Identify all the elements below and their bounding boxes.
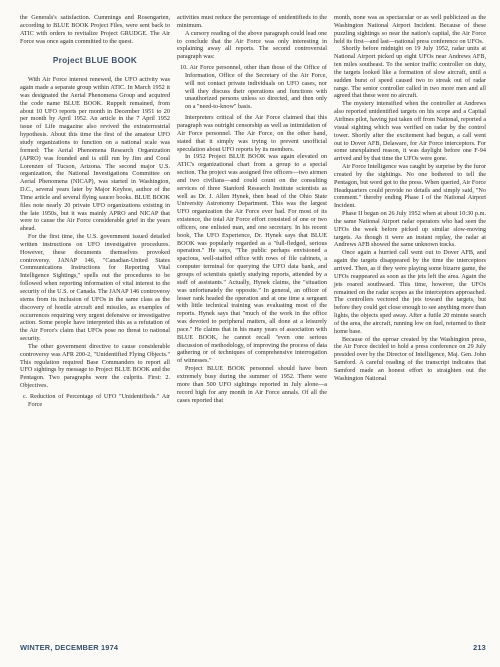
text-column-middle <box>177 14 327 404</box>
paragraph: In 1952 Project BLUE BOOK was again elevated on ATIC's organizational chart from a group to a special section. The project was assigned five officers—two airmen and two civilians—and could count on the consulting services of three Stanford Research Institute scientists as well as Dr. J. Allen Hynek, then head of the Ohio State University Astronomy Department. This was the largest UFO organization the Air Force ever had. For most of its existence, the total Air Force effort consisted of one or two officers, one enlisted man, and one secretary. In his recent book, The UFO Experience, Dr. Hynek says that BLUE BOOK was popularly regarded as a "full-fledged, serious operation." He says, "The public perhaps envisioned a spacious, well-staffed office with rows of file cabinets, a computer terminal for querying the UFO data bank, and groups of scientists quietly studying reports, attended by a staff of assistants." Actually, Hynek claims, the "situation was unfortunately the opposite." In general, an officer of lesser rank headed the operation and at one time a sergeant with little technical training was evaluating most of the reports. Hynek says that "much of the work in the office was devoted to peripheral matters, all done at a leisurely pace." He claims that in his many years of association with BLUE BOOK, he cannot recall "even one serious discussion of methodology, of improving the process of data gathering or of techniques of comprehensive interrogation of witnesses." <box>177 153 327 365</box>
paragraph: The mystery intensified when the controller at Andrews also reported unidentified targets on his scope and a Capital Airlines pilot, having just taken off from National, reported a visual sighting which was verified on radar by the control tower. Shortly after the excitement had begun, a call went out to Dover AFB, Delaware, for Air Force interceptors. For some unexplained reason, it was daylight before one F-94 arrived and by that time the UFOs were gone. <box>334 100 486 163</box>
paragraph: month, none was as spectacular or as well publicized as the Washington National Airport Incident. Because of these puzzling sightings so near the nation's capital, the Air Force held its first—and last—national press conference on UFOs. <box>334 14 486 45</box>
issue-date: WINTER, DECEMBER 1974 <box>20 643 119 652</box>
quoted-regulation: c. Reduction of Percentage of UFO "Unidentifieds." Air Force <box>23 392 170 408</box>
paragraph: Because of the uproar created by the Washington press, the Air Force decided to hold a press conference on 29 July presided over by the Director of Intelligence, Maj. Gen. John Samford. A careful reading of the transcript indicates that Samford made an honest effort to straighten out the Washington National <box>334 335 486 382</box>
paragraph: A cursory reading of the above paragraph could lead one to conclude that the Air Force was only interesting in explaining away all reports. The second controversial paragraph was: <box>177 29 327 61</box>
paragraph: the Generals's satisfaction. Cummings and Rosengarten, according to BLUE BOOK Project Files, were sent back to ATIC with orders to revitalize Project GRUDGE. The Air Force was once again committed to the quest. <box>20 14 170 45</box>
section-heading: Project BLUE BOOK <box>52 56 138 66</box>
quoted-regulation: 10. Air Force personnel, other than those of the Office of Information, Office of the Secretary of the Air Force, will not contact private individuals on UFO cases, nor will they discuss their operations and functions with unauthorized persons unless so directed, and then only on a "need-to-know" basis. <box>180 64 327 111</box>
paragraph: With Air Force interest renewed, the UFO activity was again made a separate group within ATIC. In March 1952 it was designated the Aerial Phenomena Group and acquired the code name BLUE BOOK. Ruppelt remained, from about 10 UFO reports per month in December 1951 to 20 per month by April 1952. An article in the 7 April 1952 issue of Life magazine also revived the extraterrestrial hypothesis. About this time the first of the amateur UFO study organizations to function on a national scale was formed: The Aerial Phenomena Research Organization (APRO) was founded and is still run by Jim and Coral Lorenzen of Tucson, Arizona. The second major U.S. organization, the National Investigations Committee on Aerial Phenomena (NICAP), was started in Washington, D.C., several years later by Major Keyhoe, author of the Time article and several flying saucer books. BLUE BOOK files note nearly 20 private UFO organizations existing in the late 1950s, but it was mainly APRO and NICAP that were to cause the Air Force considerable grief in the years ahead. <box>20 76 170 233</box>
paragraph: Air Force Intelligence was caught by surprise by the furor created by the sightings. No one bothered to tell the Pentagon, but word got to the press. When queried, Air Force Headquarters could provide no details and simply said, "No comment." thereby ending Phase I of the National Airport Incident. <box>334 163 486 210</box>
paragraph: Once again a hurried call went out to Dover AFB, and again the targets disappeared by the time the interceptors arrived. Then, as if they were playing some bizarre game, the UFOs reappeared as soon as the jets left the area. Again the jets roared southward. This time, however, the UFOs remained on the radar scopes as the interceptors approached. The controllers vectored the jets toward the targets, but before they could get close enough to see anything more than lights, the objects sped away. After a futile 20 minute search of the area, the aircraft, running low on fuel, returned to their home base. <box>334 249 486 335</box>
paragraph: Phase II began on 26 July 1952 when at about 10:30 p.m. the same National Airport radar operators who had seen the UFOs the week before picked up similar slow-moving targets. As though it were an instant replay, the radar at Andrews AFB showed the same unknown tracks. <box>334 210 486 249</box>
page-footer <box>20 643 486 653</box>
text-column-left <box>20 14 170 409</box>
paragraph: Shortly before midnight on 19 July 1952, radar units at National Airport picked up eight UFOs near Andrews AFB, ten miles southeast. To the senior traffic controller on duty, the targets looked like a formation of slow aircraft, until a sudden burst of speed caused two to streak out of radar range. The senior controller called in two more men and all agreed that these were no aircraft. <box>334 45 486 100</box>
paragraph: The other government directive to cause considerable controversy was AFR 200-2, "Unidentified Flying Objects." This regulation required Base Commanders to report all UFO sightings by message to Project BLUE BOOK and the Pentagon. Two paragraphs were the culprits. First: 2. Objectives. <box>20 342 170 390</box>
paragraph: activities must reduce the percentage of unidentifieds to the minimum. <box>177 14 327 29</box>
page-number: 213 <box>473 643 486 652</box>
paragraph: Project BLUE BOOK personnel should have been extremely busy during the summer of 1952. There were more than 500 UFO sightings reported in July alone—a record high for any month in Air Force annals. Of all the cases reported that <box>177 365 327 404</box>
paragraph: Interpreters critical of the Air Force claimed that this paragraph was outright censorship as well as intimidation of Air Force personnel. The Air Force, on the other hand, stated that it simply was trying to prevent unofficial speculation about UFO reports by its members. <box>177 114 327 153</box>
text-column-right <box>334 14 486 383</box>
paragraph: For the first time, the U.S. government issued detailed written instructions on UFO investigative procedures. However, these documents themselves provoked controversy. JANAP 146, "Canadian-United States Communications Instructions for Reporting Vital Intelligence Sightings," spells out the procedures to be followed when reporting information of vital interest to the security of the U.S. or Canada. The JANAP 146 controversy stems from its inclusion of UFOs in the same class as the discovery of hostile aircraft and missiles, as examples of occurrences requiring very urgent defensive or investigative action. Some people have interpreted this as a refutation of the Air Force's claim that UFOs pose no threat to national security. <box>20 233 170 343</box>
